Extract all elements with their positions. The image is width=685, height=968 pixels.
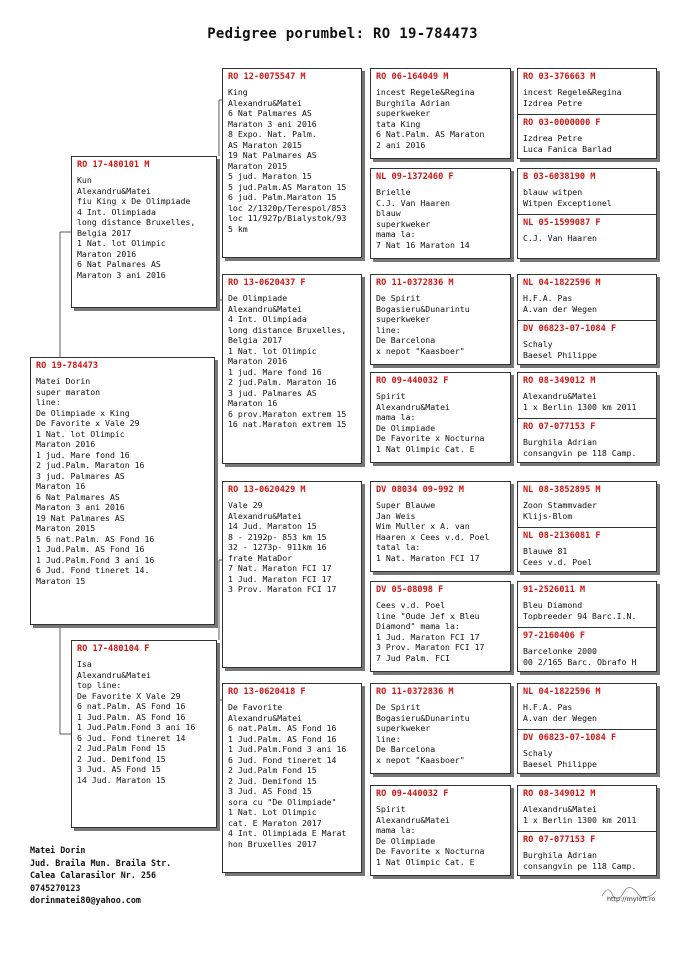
great-great-grandparents-card [517, 683, 657, 774]
detail-line: superkweker [376, 108, 431, 118]
detail-line: 16 nat.Maraton extrem 15 [228, 419, 347, 429]
detail-line: Luca Fanica Barlad [523, 143, 612, 154]
detail-line: Maraton 2016 [36, 439, 96, 449]
detail-line: Maraton 3 ani 2016 [228, 118, 317, 129]
detail-line: 2 Jud.Palm Fond 15 [228, 765, 317, 775]
great-grandparent-card [370, 683, 511, 774]
detail-line: Alexandru&Matei [228, 303, 302, 314]
pigeon-details [223, 291, 361, 430]
pigeon-details [223, 700, 361, 849]
detail-line: King [228, 87, 248, 97]
detail-line: blauw witpen [523, 187, 583, 197]
male-ancestor [518, 582, 656, 627]
detail-line: Alexandru&Matei [376, 814, 450, 825]
pigeon-details [371, 802, 510, 867]
detail-line: incest Regele&Regina [376, 87, 475, 97]
detail-line: 7 Jud Palm. FCI [376, 652, 450, 663]
ring-number: DV 05-08098 F [376, 585, 444, 595]
detail-line: De Olimpiade x King [36, 407, 130, 418]
detail-line: 4 Int. Olimpiada E Marat [228, 828, 347, 838]
ring-number: RO 09-440032 F [376, 376, 449, 386]
detail-line: 1 Nat Olimpic Cat. E [376, 856, 475, 867]
detail-line: Izdrea Petre [523, 97, 583, 108]
pigeon-details [518, 231, 656, 244]
detail-line: C.J. Van Haaren [523, 233, 597, 243]
detail-line: 6 Jud. Fond tineret 14. [36, 565, 150, 575]
subject-pigeon-card [30, 357, 215, 625]
pigeon-details [371, 291, 510, 356]
page-title: Pedigree porumbel: RO 19-784473 [207, 26, 478, 42]
detail-line: 1 Nat. Maraton FCI 17 [376, 552, 480, 563]
detail-line: Belgia 2017 [77, 227, 132, 238]
detail-line: line "Oude Jef x Bleu [376, 610, 480, 621]
ring-number: RO 09-440032 F [376, 789, 449, 799]
ring-number: NL 09-1372460 F [376, 172, 454, 182]
logo-url: http://myloft.ro [607, 895, 656, 903]
ring-number: NL 05-1599087 F [523, 218, 601, 228]
detail-line: Spirit [376, 391, 406, 401]
detail-line: De Barcelona [376, 335, 436, 345]
great-grandparent-card [370, 168, 511, 259]
detail-line: De Favorite [228, 702, 283, 712]
detail-line: 2 Jud. Demifond 15 [228, 775, 317, 786]
detail-line: 4 Int. Olimpiada [77, 206, 156, 217]
detail-line: 6 Nat Palmares AS [77, 259, 161, 269]
detail-line: Alexandru&Matei [228, 712, 302, 723]
pigeon-details [371, 389, 510, 454]
detail-line: super maraton [36, 386, 101, 397]
detail-line: Witpen Exceptionel [523, 197, 612, 208]
detail-line: consangvin pe 118 Camp. [523, 860, 637, 871]
detail-line: Maraton 2015 [36, 523, 96, 533]
detail-line: H.F.A. Pas [523, 293, 573, 303]
detail-line: superkweker [376, 218, 431, 229]
ring-number: DV 06823-07-1084 F [523, 733, 617, 743]
great-great-grandparents-card [517, 581, 657, 672]
pigeon-details [518, 700, 656, 723]
male-ancestor [518, 275, 656, 320]
detail-line: 3 jud. Palmares AS [36, 470, 125, 481]
detail-line: Belgia 2017 [228, 335, 283, 345]
pigeon-details [518, 337, 656, 360]
detail-line: Maraton 16 [228, 398, 278, 408]
ring-number: DV 06823-07-1084 F [523, 324, 617, 334]
pigeon-details [518, 544, 656, 567]
detail-line: Alexandru&Matei [228, 510, 302, 521]
detail-line: De Favorite x Nocturna [376, 846, 485, 856]
detail-line: AS Maraton 2015 [228, 139, 302, 150]
pigeon-details [518, 131, 656, 154]
ring-number: RO 17-480104 F [77, 644, 150, 654]
detail-line: tatal la: [376, 542, 421, 552]
detail-line: De Favorite x Nocturna [376, 433, 485, 443]
detail-line: 1 Jud. Maraton FCI 17 [376, 631, 480, 642]
ring-number: B 03-6038190 M [523, 172, 596, 182]
detail-line: 1 Nat Olimpic Cat. E [376, 443, 475, 454]
detail-line: 3 Prov. Maraton FCI 17 [376, 642, 485, 652]
detail-line: 1 Jud.Palm.Fond 3 ani 16 [228, 744, 347, 754]
detail-line: Burghila Adrian [523, 437, 597, 447]
detail-line: 7 Nat 16 Maraton 14 [376, 239, 470, 250]
great-great-grandparents-card [517, 68, 657, 159]
detail-line: long distance Bruxelles, [228, 324, 347, 335]
detail-line: 6 Jud. Fond tineret 14 [228, 754, 337, 765]
detail-line: 19 Nat Palmares AS [228, 150, 317, 160]
detail-line: H.F.A. Pas [523, 702, 573, 712]
detail-line: 6 Nat Palmares AS [228, 108, 312, 118]
detail-line: Haaren x Cees v.d. Poel [376, 531, 490, 542]
detail-line: 8 Expo. Nat. Palm. [228, 129, 317, 139]
pigeon-details [371, 498, 510, 563]
detail-line: 6 jud. Palm.Maraton 15 [228, 192, 337, 202]
pigeon-details [518, 389, 656, 412]
detail-line: 1 x Berlin 1300 km 2011 [523, 814, 637, 825]
pigeon-details [518, 746, 656, 769]
detail-line: 5 km [228, 223, 248, 234]
detail-line: De Spirit [376, 702, 421, 712]
detail-line: Alexandru&Matei [523, 391, 597, 401]
pigeon-details [31, 374, 214, 586]
pigeon-details [518, 185, 656, 208]
detail-line: Kun [77, 175, 92, 185]
female-ancestor [518, 832, 656, 876]
detail-line: Alexandru&Matei [77, 185, 151, 196]
detail-line: tata King [376, 118, 421, 129]
great-grandparent-card [370, 68, 511, 159]
great-great-grandparents-card [517, 372, 657, 463]
female-ancestor [518, 215, 656, 259]
detail-line: 4 Int. Olimpiada [228, 314, 307, 324]
owner-name: Matei Dorin [30, 845, 86, 855]
male-ancestor [518, 684, 656, 729]
detail-line: Schaly [523, 748, 553, 758]
detail-line: frate MataDor [228, 552, 293, 563]
pigeon-details [371, 700, 510, 765]
owner-email[interactable]: dorinmatei80@yahoo.com [30, 895, 141, 905]
detail-line: Maraton 2016 [228, 356, 288, 366]
pigeon-details [518, 435, 656, 458]
ring-number: RO 11-0372836 M [376, 687, 454, 697]
detail-line: 00 2/165 Barc. Obrafo H [523, 656, 637, 667]
detail-line: A.van der Wegen [523, 712, 597, 723]
detail-line: Izdrea Petre [523, 133, 583, 143]
detail-line: fiu King x De Olimpiade [77, 196, 191, 206]
detail-line: De Favorite X Vale 29 [77, 690, 181, 701]
ring-number: RO 08-349012 M [523, 376, 596, 386]
pigeon-details [518, 848, 656, 871]
pigeon-details [72, 173, 216, 280]
detail-line: hon Bruxelles 2017 [228, 838, 317, 849]
pigeon-details [371, 598, 510, 663]
detail-line: line: [36, 397, 61, 407]
great-grandparent-card [370, 274, 511, 365]
pigeon-details [518, 644, 656, 667]
detail-line: Vale 29 [228, 500, 263, 510]
detail-line: superkweker [376, 314, 431, 324]
detail-line: Brielle [376, 187, 411, 197]
detail-line: 1 Jud.Palm.Fond 3 ani 16 [36, 554, 155, 565]
detail-line: line: [376, 324, 401, 335]
detail-line: 3 Jud. AS Fond 15 [228, 786, 312, 796]
detail-line: A.van der Wegen [523, 303, 597, 314]
detail-line: incest Regele&Regina [523, 87, 622, 97]
detail-line: 5 jud.Palm.AS Maraton 15 [228, 181, 347, 192]
ring-number: 97-2160406 F [523, 631, 586, 641]
pigeon-details [518, 598, 656, 621]
detail-line: mama la: [376, 412, 416, 422]
detail-line: 6 nat.Palm. AS Fond 16 [228, 723, 337, 733]
male-ancestor [518, 373, 656, 418]
detail-line: Alexandru&Matei [228, 97, 302, 108]
detail-line: Super Blauwe [376, 500, 436, 510]
detail-line: Alexandru&Matei [376, 401, 450, 412]
ring-number: RO 13-0620418 F [228, 687, 306, 697]
pigeon-details [518, 291, 656, 314]
detail-line: 1 Jud.Palm.Fond 3 ani 16 [77, 722, 196, 732]
ring-number: RO 13-0620437 F [228, 278, 306, 288]
detail-line: Jan Weis [376, 510, 416, 521]
grandparent-card [222, 274, 362, 464]
detail-line: De Olimpiade [376, 422, 436, 433]
detail-line: line: [376, 733, 401, 744]
detail-line: 1 Jud. Maraton FCI 17 [228, 573, 332, 584]
male-ancestor [518, 786, 656, 831]
detail-line: Schaly [523, 339, 553, 349]
detail-line: 2 Jud. Demifond 15 [77, 753, 166, 764]
detail-line: De Favorite x Vale 29 [36, 418, 140, 428]
pigeon-details [223, 85, 361, 234]
ring-number: RO 06-164049 M [376, 72, 449, 82]
detail-line: blauw [376, 208, 401, 218]
great-great-grandparents-card [517, 785, 657, 876]
great-grandparent-card [370, 481, 511, 572]
female-ancestor [518, 115, 656, 159]
detail-line: x nepot "Kaasboer" [376, 754, 465, 765]
detail-line: 6 prov.Maraton extrem 15 [228, 408, 347, 419]
detail-line: De Olimpiade [376, 835, 436, 846]
detail-line: 5 jud. Maraton 15 [228, 171, 312, 181]
great-grandparent-card [370, 785, 511, 876]
ring-number: RO 07-077153 F [523, 422, 596, 432]
pigeon-details [371, 185, 510, 250]
detail-line: 1 x Berlin 1300 km 2011 [523, 401, 637, 412]
detail-line: 1 jud. Mare fond 16 [36, 449, 130, 460]
detail-line: consangvin pe 118 Camp. [523, 447, 637, 458]
detail-line: long distance Bruxelles, [77, 217, 196, 227]
detail-line: 7 Nat. Maraton FCI 17 [228, 563, 332, 573]
detail-line: Maraton 2016 [77, 248, 137, 259]
detail-line: mama la: [376, 825, 416, 835]
pigeon-details [72, 657, 216, 785]
detail-line: 3 Jud. AS Fond 15 [77, 764, 161, 774]
detail-line: 14 Jud. Maraton 15 [228, 521, 317, 531]
detail-line: Baesel Philippe [523, 758, 597, 769]
detail-line: 2 jud.Palm. Maraton 16 [228, 377, 337, 387]
detail-line: 32 - 1273p- 911km 16 [228, 542, 327, 552]
owner-address-line: Jud. Braila Mun. Braila Str. [30, 857, 172, 868]
pigeon-details [518, 498, 656, 521]
detail-line: Cees v.d. Poel [376, 600, 446, 610]
dam-card [71, 640, 217, 828]
owner-phone: 0745270123 [30, 882, 81, 893]
detail-line: 1 jud. Mare fond 16 [228, 366, 322, 377]
detail-line: superkweker [376, 723, 431, 733]
detail-line: 1 Jud.Palm. AS Fond 16 [36, 544, 145, 554]
ring-number: RO 08-349012 M [523, 789, 596, 799]
sire-card [71, 156, 217, 308]
male-ancestor [518, 169, 656, 214]
detail-line: Isa [77, 659, 92, 669]
ring-number: RO 19-784473 [36, 361, 99, 371]
ring-number: 91-2526011 M [523, 585, 586, 595]
detail-line: 6 Nat Palmares AS [36, 491, 120, 502]
detail-line: Blauwe 81 [523, 546, 568, 556]
great-great-grandparents-card [517, 481, 657, 572]
detail-line: 6 Nat.Palm. AS Maraton [376, 129, 485, 139]
pigeon-details [223, 498, 361, 595]
detail-line: Diamond" mama la: [376, 621, 460, 631]
female-ancestor [518, 419, 656, 463]
grandparent-card [222, 68, 362, 258]
detail-line: 5 6 nat.Palm. AS Fond 16 [36, 533, 155, 544]
detail-line: Topbreeder 94 Barc.I.N. [523, 610, 637, 621]
detail-line: 3 jud. Palmares AS [228, 387, 317, 398]
pigeon-details [518, 802, 656, 825]
detail-line: C.J. Van Haaren [376, 197, 450, 208]
detail-line: sora cu "De Olimpiade" [228, 796, 337, 807]
detail-line: Bogasieru&Dunarintu [376, 303, 470, 314]
detail-line: 3 Prov. Maraton FCI 17 [228, 584, 337, 594]
male-ancestor [518, 482, 656, 527]
ring-number: RO 17-480101 M [77, 160, 150, 170]
detail-line: 6 Jud. Fond tineret 14 [77, 732, 186, 743]
detail-line: 1 Nat. Lot Olimpic [228, 807, 317, 817]
detail-line: Matei Dorin [36, 376, 91, 386]
detail-line: Wim Muller x A. van [376, 521, 470, 531]
detail-line: Alexandru&Matei [523, 804, 597, 814]
ring-number: NL 08-2136081 F [523, 531, 601, 541]
detail-line: Klijs-Blom [523, 510, 573, 521]
detail-line: x nepot "Kaasboer" [376, 345, 465, 356]
ring-number: NL 04-1822596 M [523, 278, 601, 288]
detail-line: Baesel Philippe [523, 349, 597, 360]
detail-line: Cees v.d. Poel [523, 556, 593, 567]
detail-line: Alexandru&Matei [77, 669, 151, 680]
ring-number: RO 12-0075547 M [228, 72, 306, 82]
detail-line: Burghila Adrian [523, 850, 597, 860]
detail-line: 1 Nat. lot Olimpic [36, 428, 125, 439]
ring-number: RO 03-0000000 F [523, 118, 601, 128]
detail-line: 2 ani 2016 [376, 139, 426, 150]
grandparent-card [222, 683, 362, 873]
detail-line: Bleu Diamond [523, 600, 583, 610]
detail-line: Maraton 3 ani 2016 [77, 269, 166, 280]
ring-number: RO 11-0372836 M [376, 278, 454, 288]
detail-line: 19 Nat Palmares AS [36, 512, 125, 523]
great-great-grandparents-card [517, 168, 657, 259]
pigeon-details [518, 85, 656, 108]
detail-line: Bogasieru&Dunarintu [376, 712, 470, 723]
detail-line: Spirit [376, 804, 406, 814]
detail-line: 2 Jud.Palm Fond 15 [77, 743, 166, 753]
detail-line: Zoon Stammvader [523, 500, 597, 510]
detail-line: De Barcelona [376, 744, 436, 754]
detail-line: 8 - 2192p- 853 km 15 [228, 531, 327, 542]
pigeon-details [371, 85, 510, 150]
detail-line: 1 Nat. lot Olimpic [77, 238, 166, 248]
ring-number: RO 07-077153 F [523, 835, 596, 845]
detail-line: loc 11/927p/Bialystok/93 [228, 213, 347, 223]
detail-line: Maraton 3 ani 2016 [36, 502, 125, 512]
detail-line: Maraton 15 [36, 575, 86, 586]
detail-line: De Olimpiade [228, 293, 288, 303]
detail-line: Burghila Adrian [376, 97, 450, 108]
detail-line: cat. E Maraton 2017 [228, 817, 322, 828]
great-grandparent-card [370, 372, 511, 463]
detail-line: Barcelonke 2000 [523, 646, 597, 656]
detail-line: 2 jud.Palm. Maraton 16 [36, 460, 145, 470]
detail-line: Maraton 16 [36, 481, 86, 491]
female-ancestor [518, 628, 656, 672]
detail-line: mama la: [376, 229, 416, 239]
ring-number: RO 03-376663 M [523, 72, 596, 82]
grandparent-card [222, 481, 362, 668]
great-great-grandparents-card [517, 274, 657, 365]
detail-line: loc 2/1320p/Terespol/853 [228, 202, 347, 213]
owner-contact [30, 844, 171, 907]
ring-number: RO 13-0620429 M [228, 485, 306, 495]
ring-number: NL 08-3852895 M [523, 485, 601, 495]
female-ancestor [518, 730, 656, 774]
detail-line: 14 Jud. Maraton 15 [77, 774, 166, 785]
ring-number: NL 04-1822596 M [523, 687, 601, 697]
detail-line: 6 nat.Palm. AS Fond 16 [77, 701, 186, 711]
detail-line: De Spirit [376, 293, 421, 303]
detail-line: 1 Jud.Palm. AS Fond 16 [77, 711, 186, 722]
detail-line: top line: [77, 680, 122, 690]
ring-number: DV 08034 09-992 M [376, 485, 464, 495]
detail-line: 1 Jud.Palm. AS Fond 16 [228, 733, 337, 744]
great-grandparent-card [370, 581, 511, 672]
male-ancestor [518, 69, 656, 114]
detail-line: 1 Nat. lot Olimpic [228, 345, 317, 356]
detail-line: Maraton 2015 [228, 160, 288, 171]
female-ancestor [518, 528, 656, 572]
female-ancestor [518, 321, 656, 365]
owner-address-line: Calea Calarasilor Nr. 256 [30, 870, 157, 880]
